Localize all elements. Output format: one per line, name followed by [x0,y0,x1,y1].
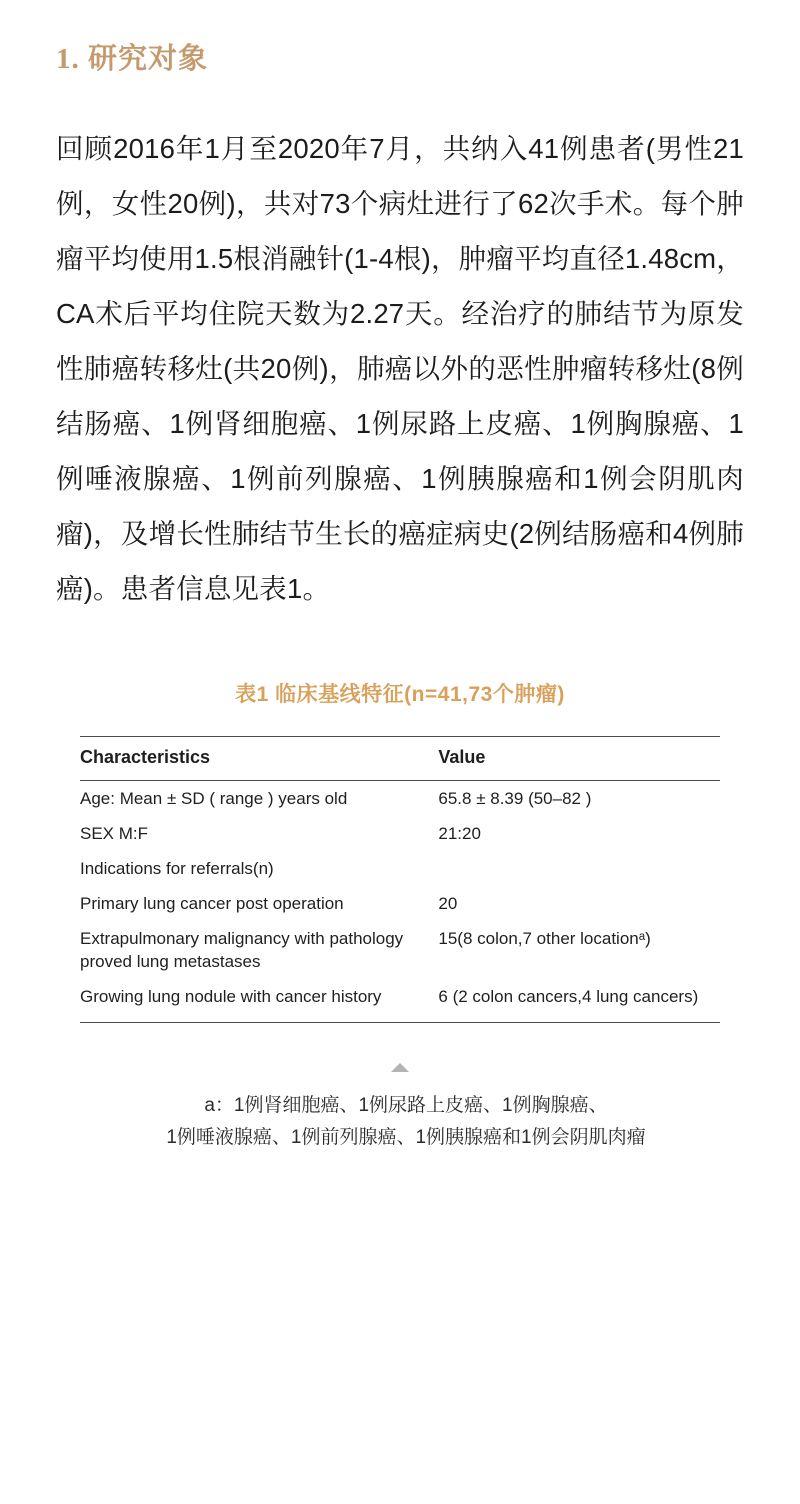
table-row [80,816,720,851]
table-header-characteristics: Characteristics [80,737,438,781]
table-cell-value: 6 (2 colon cancers,4 lung cancers) [438,987,699,1006]
clinical-table [80,736,720,1023]
table-cell-label: Growing lung nodule with cancer history [80,987,382,1006]
table-row [80,921,720,979]
table-cell-value: 21:20 [438,824,481,843]
table-cell-label: Primary lung cancer post operation [80,894,344,913]
table-bottom-rule [80,1022,720,1023]
table-cell-value: 15(8 colon,7 other locationᵃ) [438,929,651,948]
footnote-line-2: 1例唾液腺癌、1例前列腺癌、1例胰腺癌和1例会阴肌肉瘤 [166,1127,646,1148]
table-row [80,781,720,817]
footnote-line-1: a：1例肾细胞癌、1例尿路上皮癌、1例胸腺癌、 [204,1095,608,1116]
table-cell-label: Age: Mean ± SD ( range ) years old [80,789,348,808]
table-footnote [56,1090,756,1154]
table-row [80,979,720,1020]
table-cell-value: 65.8 ± 8.39 (50–82 ) [438,789,592,808]
table-cell-label: Extrapulmonary malignancy with pathology proved lung metastases [80,929,404,971]
table-header-value: Value [438,737,720,781]
table-caption: 表1 临床基线特征(n=41,73个肿瘤) [235,683,565,706]
page-title: 1. 研究对象 [56,43,209,75]
table-cell-value: 20 [438,894,458,913]
body-paragraph: 回顾2016年1月至2020年7月，共纳入41例患者(男性21例，女性20例)，共对73个病灶进行了62次手术。每个肿瘤平均使用1.5根消融针(1-4根)，肿瘤平均直径1.48cm，CA术后平均住院天数为2.27天。经治疗的肺结节为原发性肺癌转移灶(共20例)，肺癌以外的恶性肿瘤转移灶(8例结肠癌、1例肾细胞癌、1例尿路上皮癌、1例胸腺癌、1例唾液腺癌、1例前列腺癌、1例胰腺癌和1例会阴肌肉瘤)，及增长性肺结节生长的癌症病史(2例结肠癌和4例肺癌)。患者信息见表1。 [56,133,744,604]
table-header-row [80,737,720,781]
triangle-up-icon [391,1063,409,1072]
table-cell-value [438,851,720,886]
table-cell-label: SEX M:F [80,824,149,843]
table-row [80,886,720,921]
table-cell-label: Indications for referrals(n) [80,859,274,878]
table-row [80,851,720,886]
